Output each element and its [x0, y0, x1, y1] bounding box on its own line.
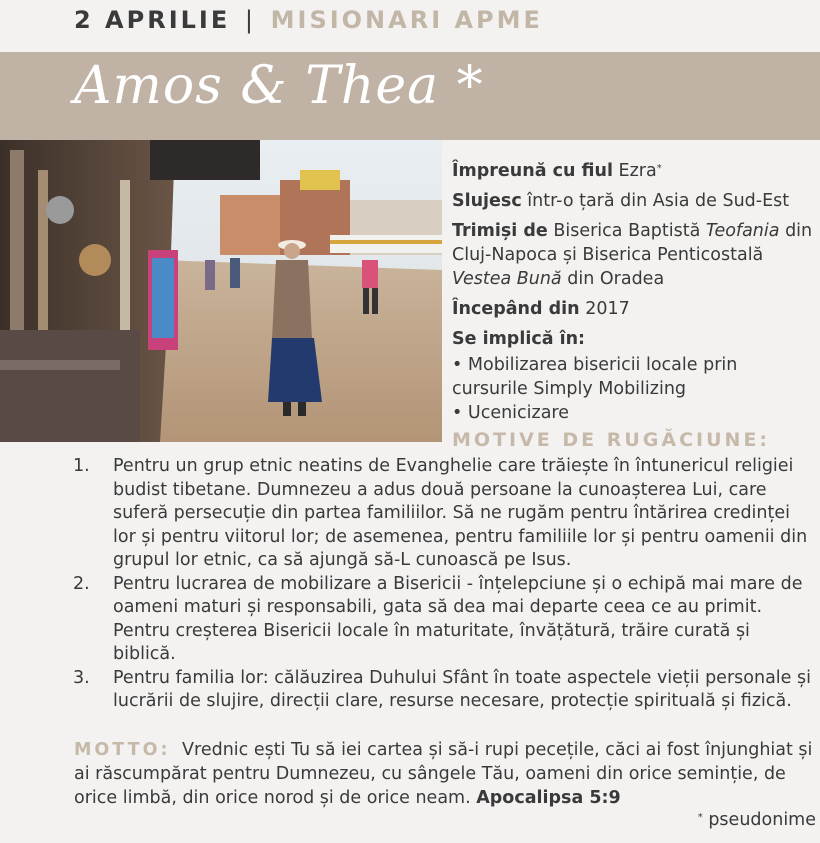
prayer-item — [73, 573, 818, 667]
footnote-text: pseudonime — [708, 810, 816, 830]
info-since — [452, 297, 814, 321]
info-involved — [452, 327, 814, 351]
info-sent-value-1: Biserica Baptistă — [553, 221, 701, 241]
info-sent-label: Trimiși de — [452, 221, 548, 241]
info-serve — [452, 189, 814, 213]
involved-item: • Mobilizarea bisericii locale prin cursurile Simply Mobilizing — [452, 355, 738, 399]
involved-item: • Ucenicizare — [452, 403, 570, 423]
header-org: MISIONARI APME — [270, 6, 543, 34]
info-serve-label: Slujesc — [452, 191, 522, 211]
info-with-label: Împreună cu fiul — [452, 161, 613, 181]
street-photo — [0, 140, 442, 442]
motto-label: MOTTO: — [74, 740, 171, 760]
prayer-number: 3. — [73, 667, 90, 688]
info-involved-label: Se implică în: — [452, 329, 586, 349]
info-since-label: Începând din — [452, 299, 580, 319]
info-sent-value-2: din Cluj-Napoca și Biserica Penticostală — [452, 221, 813, 265]
prayer-number: 2. — [73, 573, 90, 594]
info-sent — [452, 219, 814, 291]
page-title: Amos & Thea * — [74, 56, 484, 116]
prayer-title: MOTIVE DE RUGĂCIUNE: — [452, 429, 771, 451]
info-sent-church-2: Vestea Bună — [452, 269, 562, 289]
info-with-mark: * — [656, 163, 662, 174]
info-panel — [452, 159, 814, 425]
info-sent-church-1: Teofania — [705, 221, 780, 241]
prayer-text: Pentru lucrarea de mobilizare a Bisericii - înțelepciune și o echipă mai mare de oameni maturi și responsabili, gata să dea mai departe ceea ce au primit. Pentru creșterea Bisericii locale în maturitate, învățătură, trăire curată și biblică. — [113, 573, 803, 664]
involved-list — [452, 353, 814, 425]
header-separator: | — [244, 6, 256, 34]
page-header — [74, 6, 543, 34]
prayer-item — [73, 455, 818, 573]
prayer-item — [73, 667, 818, 714]
info-since-value: 2017 — [585, 299, 630, 319]
header-date: 2 APRILIE — [74, 6, 231, 34]
info-with — [452, 159, 814, 183]
info-sent-value-3: din Oradea — [567, 269, 665, 289]
prayer-text: Pentru un grup etnic neatins de Evanghelie care trăiește în întunericul religiei budist tibetane. Dumnezeu a adus două persoane la cunoașterea Lui, care suferă persecuție din partea familiilor. Să ne rugăm pentru întărirea credinței lor și pentru viitorul lor; de asemenea, pentru familiile lor și pentru oamenii din grupul lor etnic, ca să ajungă să-L cunoască pe Isus. — [113, 456, 808, 570]
motto-reference: Apocalipsa 5:9 — [476, 788, 621, 808]
footnote — [698, 808, 816, 832]
footnote-mark: * — [697, 812, 703, 823]
prayer-text: Pentru familia lor: călăuzirea Duhului Sfânt în toate aspectele vieții personale și lucrării de slujire, direcții clare, resurse necesare, protecție spirituală și fizică. — [113, 667, 811, 711]
info-serve-value: într-o țară din Asia de Sud-Est — [527, 191, 790, 211]
motto — [74, 738, 819, 810]
prayer-list — [73, 455, 818, 714]
prayer-number: 1. — [73, 456, 90, 476]
info-with-value: Ezra — [618, 161, 657, 181]
motto-text: Vrednic ești Tu să iei cartea și să-i rupi pecețile, căci ai fost înjunghiat și ai răscumpărat pentru Dumnezeu, cu sângele Tău, oameni din orice seminție, de orice limbă, din orice norod și de orice neam. — [74, 740, 813, 808]
